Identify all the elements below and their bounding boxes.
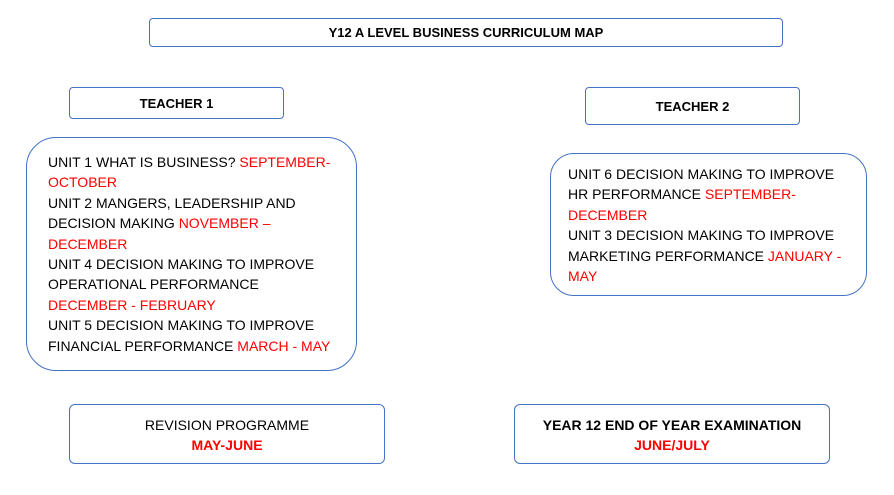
exam-box: [514, 404, 830, 464]
unit-name: UNIT 2 MANGERS, LEADERSHIP AND DECISION MAKING: [48, 194, 296, 232]
unit-item: [48, 152, 342, 193]
unit-name: UNIT 6 DECISION MAKING TO IMPROVE HR PERFORMANCE: [568, 166, 835, 203]
unit-item: [568, 225, 856, 286]
curriculum-map-title: [149, 18, 783, 47]
revision-label: REVISION PROGRAMME: [144, 417, 310, 433]
revision-programme-box: [69, 404, 385, 464]
unit-dates: MARCH - MAY: [237, 337, 331, 354]
exam-dates: JUNE/JULY: [634, 437, 710, 453]
teacher-1-label: TEACHER 1: [139, 95, 214, 111]
teacher-2-header: [585, 87, 800, 125]
unit-name: UNIT 3 DECISION MAKING TO IMPROVE MARKETING PERFORMANCE: [568, 227, 835, 264]
unit-name: UNIT 4 DECISION MAKING TO IMPROVE OPERATIONAL PERFORMANCE: [48, 256, 315, 293]
teacher-1-header: [69, 87, 284, 119]
unit-item: [568, 164, 856, 225]
exam-label: YEAR 12 END OF YEAR EXAMINATION: [542, 417, 802, 433]
unit-dates: DECEMBER - FEBRUARY: [48, 296, 216, 313]
unit-item: [48, 193, 342, 254]
teacher-2-label: TEACHER 2: [655, 98, 730, 114]
teacher-2-units-box: [550, 153, 867, 296]
unit-dates: SEPTEMBER- DECEMBER: [568, 186, 796, 223]
unit-name: UNIT 1 WHAT IS BUSINESS?: [48, 154, 240, 170]
unit-dates: SEPTEMBER- OCTOBER: [48, 154, 331, 191]
unit-item: [48, 254, 342, 315]
page-title: Y12 A LEVEL BUSINESS CURRICULUM MAP: [328, 25, 604, 40]
unit-item: [48, 315, 342, 356]
revision-dates: MAY-JUNE: [191, 437, 263, 453]
unit-dates: NOVEMBER – DECEMBER: [48, 215, 271, 252]
unit-name: UNIT 5 DECISION MAKING TO IMPROVE FINANCIAL PERFORMANCE: [48, 317, 315, 354]
unit-dates: JANUARY - MAY: [568, 247, 842, 285]
teacher-1-units-box: [26, 137, 357, 371]
